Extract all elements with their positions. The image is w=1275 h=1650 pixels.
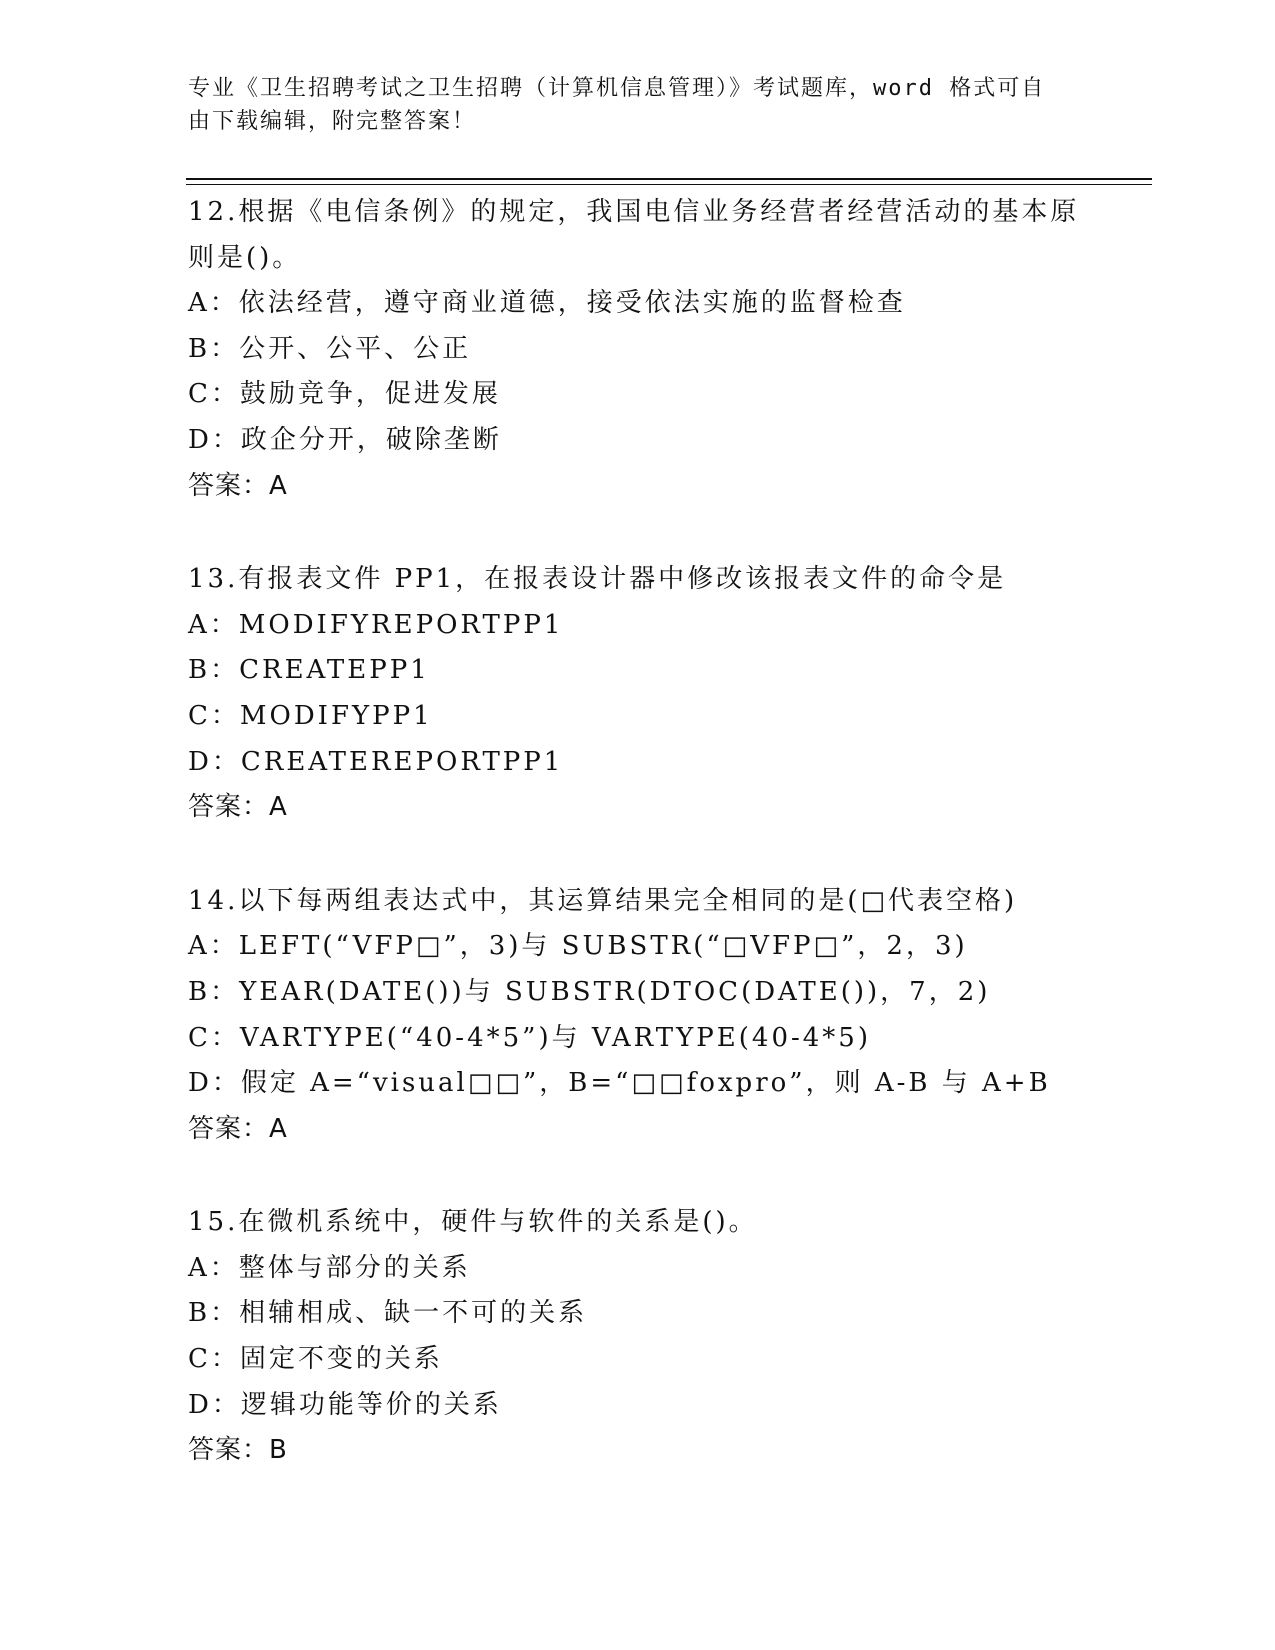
answer: 答案：A [188, 1113, 288, 1144]
option-b: B：CREATEPP1 [188, 655, 430, 686]
option-c: C：固定不变的关系 [188, 1344, 443, 1375]
option-d: D：逻辑功能等价的关系 [188, 1389, 502, 1420]
option-a: A：LEFT(“VFP□”，3)与 SUBSTR(“□VFP□”，2，3) [188, 931, 968, 962]
header-divider-thin [186, 184, 1152, 185]
answer: 答案：A [188, 792, 288, 823]
header-line-2: 由下载编辑，附完整答案！ [188, 109, 477, 134]
option-d: D：假定 A=“visual□□”，B=“□□foxpro”，则 A-B 与 A+B [188, 1068, 1051, 1099]
question-list [188, 190, 1088, 1522]
option-c: C：VARTYPE(“40-4*5”)与 VARTYPE(40-4*5) [188, 1022, 871, 1053]
header-divider-thick [186, 178, 1152, 180]
option-b: B：公开、公平、公正 [188, 333, 472, 364]
question-stem: 13.有报表文件 PP1，在报表设计器中修改该报表文件的命令是 [188, 564, 1007, 595]
question-15 [188, 1200, 1088, 1474]
option-a: A：MODIFYREPORTPP1 [188, 609, 564, 640]
option-d: D：政企分开，破除垄断 [188, 424, 502, 455]
option-c: C：鼓励竞争，促进发展 [188, 379, 501, 410]
document-header [188, 72, 1068, 138]
header-line-1: 专业《卫生招聘考试之卫生招聘（计算机信息管理）》考试题库，word 格式可自 [188, 76, 1046, 101]
question-stem-continued: 则是()。 [188, 242, 302, 273]
question-stem: 15.在微机系统中，硬件与软件的关系是()。 [188, 1207, 758, 1238]
option-d: D：CREATEREPORTPP1 [188, 746, 564, 777]
question-14 [188, 879, 1088, 1153]
answer: 答案：B [188, 1435, 288, 1466]
option-b: B：相辅相成、缺一不可的关系 [188, 1298, 588, 1329]
option-c: C：MODIFYPP1 [188, 700, 433, 731]
answer: 答案：A [188, 470, 288, 501]
question-stem: 12.根据《电信条例》的规定，我国电信业务经营者经营活动的基本原 [188, 197, 1080, 227]
question-13 [188, 557, 1088, 831]
option-b: B：YEAR(DATE())与 SUBSTR(DTOC(DATE())，7，2) [188, 976, 991, 1007]
option-a: A：整体与部分的关系 [188, 1252, 471, 1283]
option-a: A：依法经营，遵守商业道德，接受依法实施的监督检查 [188, 288, 906, 319]
question-stem: 14.以下每两组表达式中，其运算结果完全相同的是(□代表空格) [188, 885, 1018, 916]
question-12 [188, 190, 1088, 509]
